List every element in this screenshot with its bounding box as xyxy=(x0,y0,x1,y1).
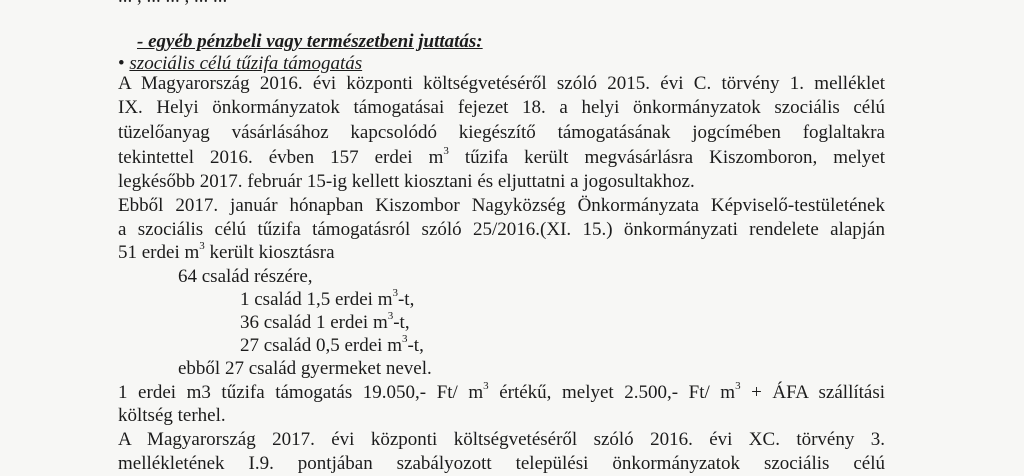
paragraph-line-7: a szociális célú tűzifa támogatásról szóló 25/2016.(XI. 15.) önkormányzati rendelete alapján xyxy=(118,219,885,240)
paragraph-line-3: tüzelőanyag vásárlásához kapcsolódó kiegészítő támogatásának jogcímében foglaltakra xyxy=(118,122,885,143)
paragraph-line-2: IX. Helyi önkormányzatok támogatásai fejezet 18. a helyi önkormányzatok szociális célú xyxy=(118,97,885,118)
children-line: ebből 27 család gyermeket nevel. xyxy=(178,358,432,379)
family-row: 27 család 0,5 erdei $m^3-t$, xyxy=(240,332,424,356)
bullet-title: szociális célú tűzifa támogatás xyxy=(129,53,363,74)
paragraph-2017-line-1: A Magyarország 2017. évi központi költségvetéséről szóló 2016. évi XC. törvény 3. xyxy=(118,429,885,450)
paragraph-line-4: tekintettel 2016. évben 157 erdei $m^3$ tűzifa került megvásárlásra Kiszomboron, melyet xyxy=(118,144,885,168)
section-heading: - egyéb pénzbeli vagy természetbeni juttatás: xyxy=(137,31,483,52)
families-total: 64 család részére, xyxy=(178,266,313,287)
paragraph-line-5: legkésőbb 2017. február 15-ig kellett kiosztani és eljuttatni a jogosultakhoz. xyxy=(118,171,695,192)
cost-line: költség terhel. xyxy=(118,405,226,426)
price-line: 1 erdei m3 tűzifa támogatás 19.050,- Ft/ $m^3$ értékű, melyet 2.500,- Ft/ $m^3$ + ÁFA szállítási xyxy=(118,379,886,403)
cut-off-top-line xyxy=(118,0,227,8)
paragraph-line-6: Ebből 2017. január hónapban Kiszombor Nagyközség Önkormányzata Képviselő-testületének xyxy=(118,195,885,216)
family-row: 1 család 1,5 erdei $m^3-t$, xyxy=(240,286,415,310)
paragraph-line-1: A Magyarország 2016. évi központi költségvetéséről szóló 2015. évi C. törvény 1. melléklet xyxy=(118,73,885,94)
bullet-icon: • xyxy=(118,53,130,74)
paragraph-line-8: 51 erdei $m^3$ került kiosztásra xyxy=(118,239,335,263)
paragraph-2017-line-2: mellékletének I.9. pontjában szabályozott települési önkormányzatok szociális célú xyxy=(118,453,885,474)
family-row: 36 család 1 erdei $m^3-t$, xyxy=(240,309,410,333)
